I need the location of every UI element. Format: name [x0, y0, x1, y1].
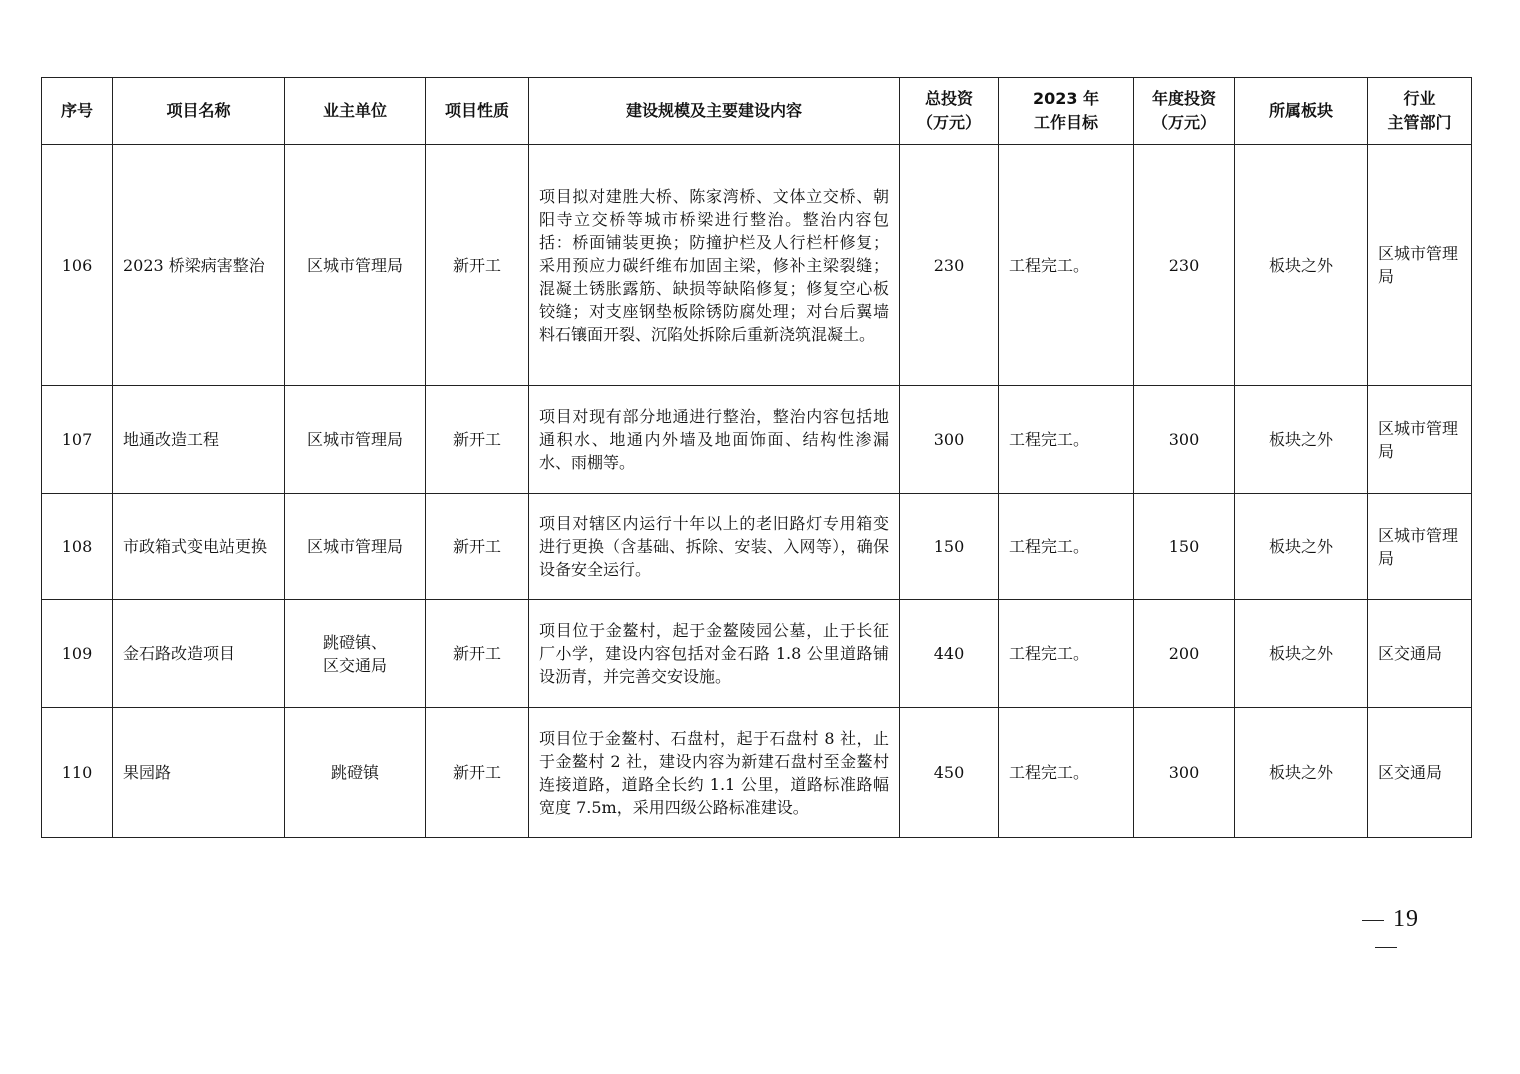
cell-content: 项目位于金鳌村，起于金鳌陵园公墓，止于长征厂小学，建设内容包括对金石路 1.8 公里道路铺设沥青，并完善交安设施。 [529, 600, 900, 708]
cell-owner: 跳磴镇 [285, 708, 426, 838]
cell-annual-investment: 300 [1134, 386, 1235, 494]
table-row [42, 145, 1472, 386]
cell-nature: 新开工 [426, 708, 529, 838]
cell-goal: 工程完工。 [999, 600, 1134, 708]
page-number [1336, 906, 1436, 960]
header-goal-line1: 2023 年 [1032, 89, 1100, 108]
table-row [42, 600, 1472, 708]
cell-annual-investment: 150 [1134, 494, 1235, 600]
cell-seq: 110 [42, 708, 113, 838]
cell-nature: 新开工 [426, 600, 529, 708]
cell-seq: 107 [42, 386, 113, 494]
header-sector: 所属板块 [1235, 78, 1368, 145]
cell-sector: 板块之外 [1235, 494, 1368, 600]
cell-sector: 板块之外 [1235, 145, 1368, 386]
cell-goal: 工程完工。 [999, 708, 1134, 838]
cell-total-investment: 150 [900, 494, 999, 600]
header-department-line1: 行业 [1403, 89, 1436, 108]
table-row [42, 494, 1472, 600]
cell-nature: 新开工 [426, 386, 529, 494]
cell-project-name: 地通改造工程 [113, 386, 285, 494]
table-row [42, 386, 1472, 494]
header-annual-investment [1134, 78, 1235, 145]
cell-department: 区交通局 [1368, 708, 1472, 838]
cell-goal: 工程完工。 [999, 494, 1134, 600]
cell-department: 区城市管理局 [1368, 494, 1472, 600]
cell-seq: 108 [42, 494, 113, 600]
cell-content: 项目对现有部分地通进行整治，整治内容包括地通积水、地通内外墙及地面饰面、结构性渗漏水、雨棚等。 [529, 386, 900, 494]
cell-seq: 106 [42, 145, 113, 386]
cell-owner: 区城市管理局 [285, 494, 426, 600]
table-header-row [42, 78, 1472, 145]
header-content: 建设规模及主要建设内容 [529, 78, 900, 145]
header-seq: 序号 [42, 78, 113, 145]
page-number-dash-right [1375, 947, 1397, 948]
cell-department: 区交通局 [1368, 600, 1472, 708]
cell-sector: 板块之外 [1235, 600, 1368, 708]
cell-nature: 新开工 [426, 494, 529, 600]
cell-total-investment: 300 [900, 386, 999, 494]
header-goal [999, 78, 1134, 145]
cell-owner-line1: 跳磴镇、 [322, 632, 387, 652]
cell-department: 区城市管理局 [1368, 145, 1472, 386]
cell-total-investment: 440 [900, 600, 999, 708]
cell-owner [285, 600, 426, 708]
header-total-investment [900, 78, 999, 145]
cell-total-investment: 450 [900, 708, 999, 838]
header-annual-investment-line1: 年度投资 [1151, 89, 1216, 108]
page-number-value: 19 [1393, 906, 1419, 932]
header-annual-investment-line2: （万元） [1151, 113, 1216, 132]
cell-project-name: 金石路改造项目 [113, 600, 285, 708]
header-nature: 项目性质 [426, 78, 529, 145]
cell-owner: 区城市管理局 [285, 145, 426, 386]
table-row [42, 708, 1472, 838]
header-goal-line2: 工作目标 [1033, 113, 1098, 132]
header-project-name: 项目名称 [113, 78, 285, 145]
cell-owner-line2: 区交通局 [322, 655, 387, 675]
cell-content: 项目位于金鳌村、石盘村，起于石盘村 8 社，止于金鳌村 2 社，建设内容为新建石盘村至金鳌村连接道路，道路全长约 1.1 公里，道路标准路幅宽度 7.5m，采用四级公路标准建设。 [529, 708, 900, 838]
cell-nature: 新开工 [426, 145, 529, 386]
header-department [1368, 78, 1472, 145]
header-owner: 业主单位 [285, 78, 426, 145]
cell-seq: 109 [42, 600, 113, 708]
header-total-investment-line2: （万元） [916, 113, 981, 132]
cell-goal: 工程完工。 [999, 386, 1134, 494]
page-number-dash-left [1362, 920, 1384, 921]
cell-annual-investment: 300 [1134, 708, 1235, 838]
cell-sector: 板块之外 [1235, 708, 1368, 838]
header-department-line2: 主管部门 [1387, 113, 1452, 132]
cell-total-investment: 230 [900, 145, 999, 386]
cell-project-name: 市政箱式变电站更换 [113, 494, 285, 600]
cell-project-name: 果园路 [113, 708, 285, 838]
cell-sector: 板块之外 [1235, 386, 1368, 494]
cell-annual-investment: 200 [1134, 600, 1235, 708]
cell-owner: 区城市管理局 [285, 386, 426, 494]
cell-department: 区城市管理局 [1368, 386, 1472, 494]
header-total-investment-line1: 总投资 [924, 89, 973, 108]
cell-content: 项目拟对建胜大桥、陈家湾桥、文体立交桥、朝阳寺立交桥等城市桥梁进行整治。整治内容包括：桥面铺装更换；防撞护栏及人行栏杆修复；采用预应力碳纤维布加固主梁，修补主梁裂缝；混凝土锈胀露筋、缺损等缺陷修复；修复空心板铰缝；对支座钢垫板除锈防腐处理；对台后翼墙料石镶面开裂、沉陷处拆除后重新浇筑混凝土。 [529, 145, 900, 386]
cell-project-name: 2023 桥梁病害整治 [113, 145, 285, 386]
cell-goal: 工程完工。 [999, 145, 1134, 386]
project-table [41, 77, 1472, 838]
cell-annual-investment: 230 [1134, 145, 1235, 386]
cell-content: 项目对辖区内运行十年以上的老旧路灯专用箱变进行更换（含基础、拆除、安装、入网等），确保设备安全运行。 [529, 494, 900, 600]
